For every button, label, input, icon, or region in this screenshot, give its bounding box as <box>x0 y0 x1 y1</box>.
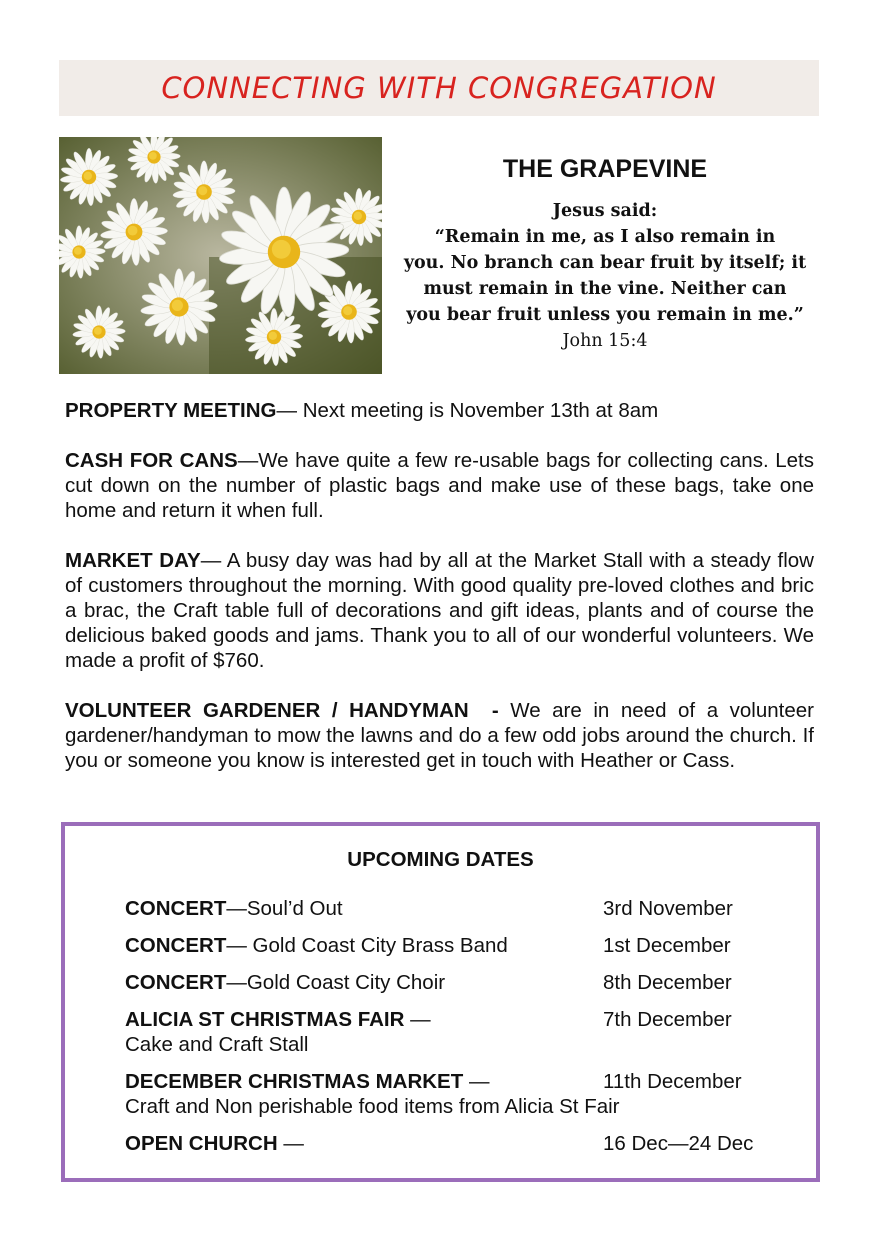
article-cash-for-cans <box>65 448 814 523</box>
article-body: — A busy day was had by all at the Market Stall with a steady flow of customers throughout the morning. With good quality pre-loved clothes and bric a brac, the Craft table full of decorations and gift ideas, plants and of course the delicious baked goods and jams. Thank you to all of our wonderful volunteers. We made a profit of $760. <box>65 549 814 672</box>
grapevine-title: THE GRAPEVINE <box>502 155 708 183</box>
article-market-day <box>65 548 814 673</box>
event-detail: —Soul’d Out <box>226 897 343 920</box>
event-label: ALICIA ST CHRISTMAS FAIR <box>125 1008 405 1031</box>
event-label: OPEN CHURCH <box>125 1132 278 1155</box>
verse-line: “Remain in me, as I also remain in <box>434 227 776 247</box>
verse-line: you. No branch can bear fruit by itself; it <box>403 253 807 273</box>
event-detail: — Gold Coast City Brass Band <box>226 934 508 957</box>
verse-intro: Jesus said: <box>552 201 658 221</box>
upcoming-dates-box <box>61 822 820 1182</box>
event-detail: — <box>463 1070 490 1093</box>
article-property-meeting <box>65 398 814 423</box>
article-body: —We have quite a few re-usable bags for collecting cans. Lets cut down on the number of plastic bags and make use of these bags, take one home and return it when full. <box>65 449 814 522</box>
date-item <box>125 896 795 921</box>
upcoming-dates-title: UPCOMING DATES <box>347 848 534 871</box>
event-date: 16 Dec—24 Dec <box>603 1132 754 1155</box>
event-detail: —Gold Coast City Choir <box>226 971 446 994</box>
page-title: CONNECTING WITH CONGREGATION <box>161 71 717 105</box>
article-heading: MARKET DAY <box>65 549 201 572</box>
article-volunteer-gardener <box>65 698 814 773</box>
article-body: We are in need of a volunteer gardener/handyman to mow the lawns and do a few odd jobs around the church. If you or someone you know is interested get in touch with Heather or Cass. <box>65 699 814 772</box>
event-date: 8th December <box>603 971 732 994</box>
verse-line: must remain in the vine. Neither can <box>423 279 787 299</box>
event-label: DECEMBER CHRISTMAS MARKET <box>125 1070 464 1093</box>
bible-verse <box>393 198 817 354</box>
verse-reference: John 15:4 <box>562 331 648 351</box>
date-item <box>125 1007 795 1057</box>
event-subtitle: Cake and Craft Stall <box>125 1033 309 1056</box>
verse-line: you bear fruit unless you remain in me.” <box>406 305 804 325</box>
header-banner <box>59 60 819 116</box>
article-heading: VOLUNTEER GARDENER / HANDYMAN - <box>65 699 499 722</box>
event-date: 7th December <box>603 1008 732 1031</box>
event-detail: — <box>277 1132 304 1155</box>
date-item <box>125 1069 795 1119</box>
event-label: CONCERT <box>125 934 227 957</box>
event-detail: — <box>404 1008 431 1031</box>
event-date: 1st December <box>603 934 731 957</box>
article-heading: PROPERTY MEETING <box>65 399 277 422</box>
date-item <box>125 933 795 958</box>
event-subtitle: Craft and Non perishable food items from Alicia St Fair <box>125 1095 620 1118</box>
date-item <box>125 1131 795 1156</box>
event-label: CONCERT <box>125 897 227 920</box>
event-date: 3rd November <box>603 897 733 920</box>
grapevine-section <box>393 155 817 354</box>
date-item <box>125 970 795 995</box>
upcoming-dates-list <box>125 896 795 1168</box>
article-body: — Next meeting is November 13th at 8am <box>276 399 659 422</box>
article-heading: CASH FOR CANS <box>65 449 238 472</box>
daisy-photo <box>59 137 382 374</box>
news-articles <box>65 398 814 798</box>
event-date: 11th December <box>603 1070 742 1093</box>
event-label: CONCERT <box>125 971 227 994</box>
